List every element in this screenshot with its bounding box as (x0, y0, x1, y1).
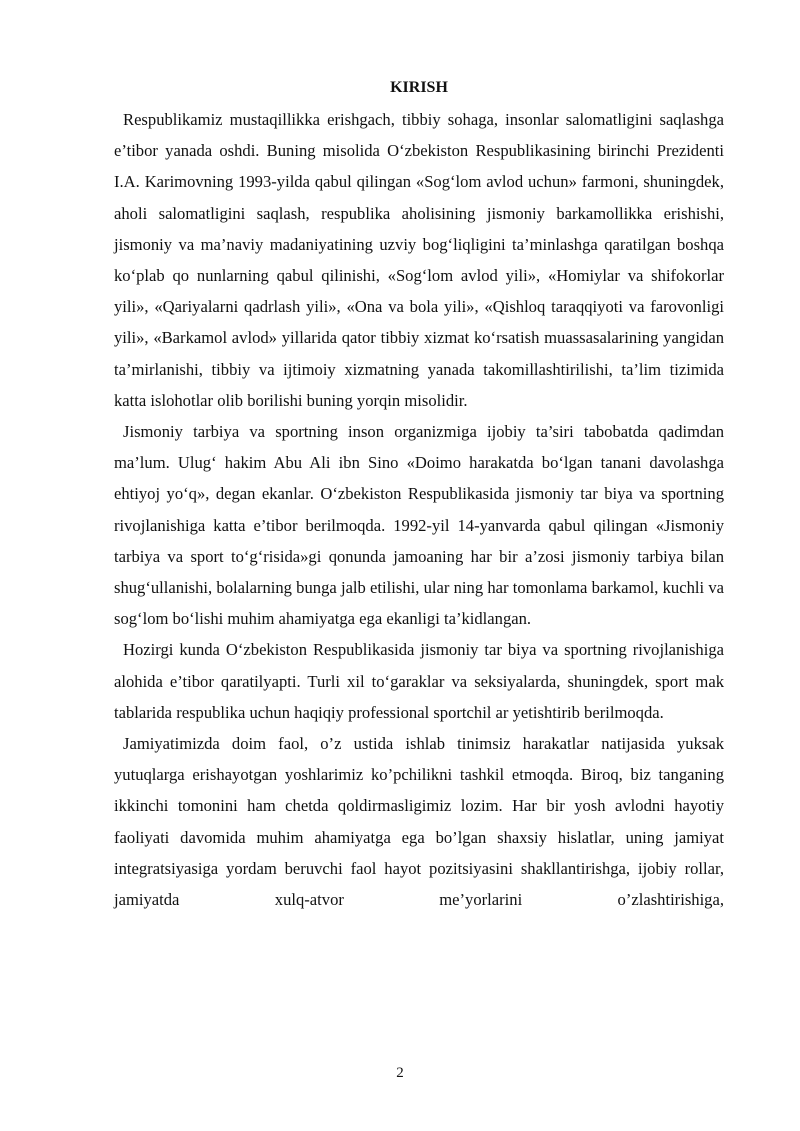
paragraph-physical-education: Jismoniy tarbiya va sportning inson organizmiga ijobiy ta’siri tabobatda qadimdan ma’lum. Ulug‘ hakim Abu Ali ibn Sino «Doimo harakatda bo‘lgan tanani davolashga ehtiyoj yo‘q», degan ekanlar. O‘zbekiston Respublikasida jismoniy tar biya va sportning rivojlanishiga katta e’tibor berilmoqda. 1992-yil 14-yanvarda qabul qilingan «Jismoniy tarbiya va sport to‘g‘risida»gi qonunda jamoaning har bir a’zosi jismoniy tarbiya bilan shug‘ullanishi, bolalarning bunga jalb etilishi, ular ning har tomonlama barkamol, kuchli va sog‘lom bo‘lishi muhim ahamiyatga ega ekanligi ta’kidlangan. (114, 422, 724, 629)
document-page (114, 74, 724, 915)
page-number: 2 (396, 1065, 404, 1081)
paragraph-youth: Jamiyatimizda doim faol, o’z ustida ishlab tinimsiz harakatlar natijasida yuksak yutuqlarga erishayotgan yoshlarimiz ko’pchilikni tashkil etmoqda. Biroq, biz tanganing ikkinchi tomonini ham chetda qoldirmasligimiz lozim. Har bir yosh avlodni hayotiy faoliyati davomida muhim ahamiyatga ega bo’lgan shaxsiy hislatlar, uning jamiyat integratsiyasiga yordam beruvchi faol hayot pozitsiyasini shakllantirishga, ijobiy rollar, jamiyatda xulq-atvor me’yorlarini o’zlashtirishiga, (114, 734, 724, 910)
paragraph-intro: Respublikamiz mustaqillikka erishgach, tibbiy sohaga, insonlar salomatligini saqlashga e’tibor yanada oshdi. Buning misolida O‘zbekiston Respublikasining birinchi Prezidenti I.A. Karimovning 1993-yilda qabul qilingan «Sog‘lom avlod uchun» farmoni, shuningdek, aholi salomatligini saqlash, respublika aholisining jismoniy barkamollikka erishishi, jismoniy va ma’naviy madaniyatining uzviy bog‘liqligini ta’minlashga qaratilgan boshqa ko‘plab qo nunlarning qabul qilinishi, «Sog‘lom avlod yili», «Homiylar va shifokorlar yili», «Qariyalarni qadrlash yili», «Ona va bola yili», «Qishloq taraqqiyoti va farovonligi yili», «Barkamol avlod» yillarida qator tibbiy xizmat ko‘rsatish muassasalarining yangidan ta’mirlanishi, tibbiy va ijtimoiy xizmatning yanada takomillashtirilishi, ta’lim tizimida katta islohotlar olib borilishi buning yorqin misolidir. (114, 110, 724, 410)
paragraph-sport-development: Hozirgi kunda O‘zbekiston Respublikasida jismoniy tar biya va sportning rivojlanishiga alohida e’tibor qaratilyapti. Turli xil to‘garaklar va seksiyalarda, shuningdek, sport mak tablarida respublika uchun haqiqiy professional sportchil ar yetishtirib berilmoqda. (114, 640, 724, 722)
page-title: KIRISH (390, 79, 448, 96)
